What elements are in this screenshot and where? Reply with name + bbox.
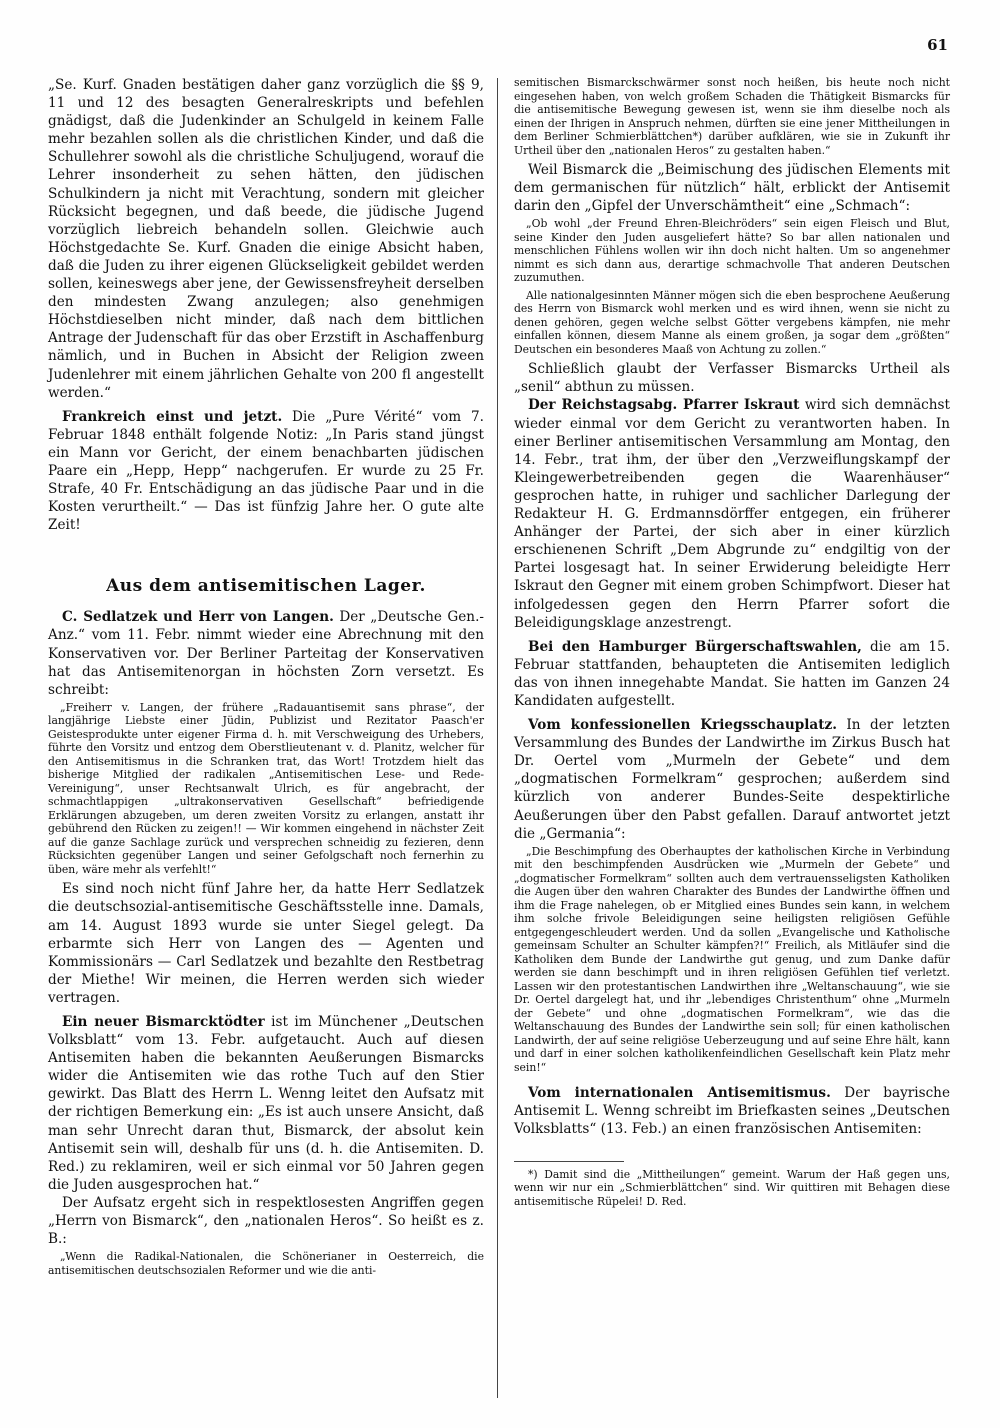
paragraph-iskraut: Der Reichstagsabg. Pfarrer Iskraut wird sich demnächst wieder einmal vor dem Gericht zu verantworten haben. In einer Berliner antisemitischen Versammlung am Montag, den 14. Febr., trat ihm, der über den „Verzweiflungskampf der Kleingewerbetreibenden gegen die Waarenhäuser“ gesprochen hatte, in ruhiger und sachlicher Darlegung der Redakteur H. G. Erdmannsdörffer entgegen, ein früherer Anhänger der Partei, der sich aber in einer kürzlich erschienenen Schrift „Dem Abgrunde zu“ endgiltig von der Partei losgesagt hat. In seiner Erwiderung beleidigte Herr Iskraut den Gegner mit einem groben Schimpfwort. Dieser hat infolgedessen gegen den Herrn Pfarrer sofort die Beleidigungsklage anzestrengt.: [514, 397, 950, 631]
quote-radikal-nationalen-continued: semitischen Bismarckschwärmer sonst noch heißen, bis heute noch nicht eingesehen haben, von welch großem Schaden die Thätigkeit Bismarcks für die antisemitische Bewegung gewesen ist, wenn sie ihm dieselbe noch als einen der Ihrigen in Anspruch nehmen, dürften sie eine jener Mittheilungen in dem Berliner Schmierblättchen*) darüber aufklären, wie sie in Zukunft ihr Urtheil über den „nationalen Heros“ zu gestalten haben.“: [514, 76, 950, 157]
heading-international: Vom internationalen Antisemitismus.: [528, 1085, 831, 1102]
section-title: Aus dem antisemitischen Lager.: [106, 576, 426, 597]
quote-nationalgesinnte: Alle nationalgesinnten Männer mögen sich die eben besprochene Aeußerung des Herrn von Bismarck wohl merken und es wird ihnen, wenn sie nicht zu denen gehören, gegen welche selbst Götter vergebens kämpfen, nie mehr einfallen können, diesem Manne als einem großen, ja sogar dem „größten“ Deutschen ein besonderes Maaß von Achtung zu zollen.“: [514, 288, 950, 356]
heading-iskraut: Der Reichstagsabg. Pfarrer Iskraut: [528, 397, 800, 414]
heading-hamburg: Bei den Hamburger Bürgerschaftswahlen,: [528, 638, 862, 655]
paragraph-bismarcktoedter: Ein neuer Bismarcktödter ist im Münchener „Deutschen Volksblatt“ vom 13. Febr. aufgetaucht. Auch auf diesen Antisemiten haben die bekannten Aeußerungen Bismarcks wider die Antisemiten wie das rothe Tuch auf den Stier gewirkt. Das Blatt des Herrn L. Wenng leitet den Aufsatz mit der richtigen Bemerkung ein: „Es ist auch unsere Ansicht, daß man sehr Unrecht daran thut, Bismarck, der absolut kein Antisemit sein will, deshalb für uns (d. h. die Antisemiten. D. Red.) zu reklamiren, weil er sich einmal vor 50 Jahren gegen die Juden ausgesprochen hat.“: [48, 1013, 484, 1193]
heading-frankreich: Frankreich einst und jetzt.: [62, 408, 283, 425]
paragraph-kriegsschauplatz: Vom konfessionellen Kriegsschauplatz. In der letzten Versammlung des Bundes der Landwirthe im Zirkus Busch hat Dr. Oertel vom „Murmeln der Gebete“ und dem „dogmatischen Formelkram“ gesprochen; außerdem sind kürzlich von anderer Bundes-Seite despektirliche Aeußerungen über den Pabst gefallen. Darauf antwortet jetzt die „Germania“:: [514, 717, 950, 842]
paragraph-senil: Schließlich glaubt der Verfasser Bismarcks Urtheil als „senil“ abthun zu müssen.: [514, 361, 950, 396]
paragraph-beimischung: Weil Bismarck die „Beimischung des jüdischen Elements mit dem germanischen für nützlich“ hält, erblickt der Antisemit darin den „Gipfel der Unverschämtheit“ eine „Schmach“:: [514, 162, 950, 215]
footnote: *) Damit sind die „Mittheilungen“ gemeint. Warum der Haß gegen uns, wenn wir nur ein „Schmierblättchen“ sind. Wir quittiren mit Behagen diese antisemitische Rüpelei! D. Red.: [514, 1167, 950, 1208]
quote-bleichroeder: „Ob wohl „der Freund Ehren-Bleichröders“ sein eigen Fleisch und Blut, seine Kinder den Juden ausgeliefert hätte? So bar allen nationalen und menschlichen Fühlens wollen wir ihn doch nicht halten. Um so angenehmer nimmt es sich dann aus, derartige schmachvolle That anderen Deutschen zuzumuthen.: [514, 217, 950, 285]
paragraph-frankreich: Frankreich einst und jetzt. Die „Pure Vérité“ vom 7. Februar 1848 enthält folgende Notiz: „In Paris stand jüngst ein Mann vor Gericht, der einem benachbarten jüdischen Paare ein „Hepp, Hepp“ nachgerufen. Er wurde zu 25 Fr. Strafe, 40 Fr. Entschädigung an das jüdische Paar und in die Kosten verurtheilt.“ — Das ist fünfzig Jahre her. O gute alte Zeit!: [48, 408, 484, 534]
heading-bismarcktoedter: Ein neuer Bismarcktödter: [62, 1013, 265, 1030]
paragraph-hamburg: Bei den Hamburger Bürgerschaftswahlen, die am 15. Februar stattfanden, behaupteten die Antisemiten lediglich das von ihnen innegehabte Mandat. Sie hatten im Ganzen 24 Kandidaten aufgestellt.: [514, 638, 950, 709]
heading-sedlatzek: C. Sedlatzek und Herr von Langen.: [62, 609, 334, 626]
paragraph-generalreskript: „Se. Kurf. Gnaden bestätigen daher ganz vorzüglich die §§ 9, 11 und 12 des besagten Generalreskripts und befehlen gnädigst, daß die Judenkinder an Schulgeld in keinem Falle mehr bezahlen sollen als die christlichen Kinder, und daß die Schullehrer sowohl als die christliche Schuljugend, worauf die Lehrer insonderheit zu sehen hätten, den jüdischen Schulkindern ja nicht mit Verachtung, sondern mit gleicher Rücksicht begegnen, und daß beede, die jüdische Jugend vorzüglich liebreich behandeln sollen. Gleichwie auch Höchstgedachte Se. Kurf. Gnaden die einige Absicht haben, daß die Juden zu ihrer eigenen Glückseligkeit gebildet werden sollen, keineswegs aber jene, der Gewissensfreyheit derselben den mindesten Zwang anzulegen; also genehmigen Höchstdieselben nicht minder, daß nach dem bittlichen Antrage der Judenschaft für das ober Erzstift in Aschaffenburg nämlich, und in Buchen in Absicht der Religion zween Judenlehrer mit einem jährlichen Gehalte von 200 fl angestellt werden.“: [48, 77, 484, 401]
quote-langen: „Freiherr v. Langen, der frühere „Radauantisemit sans phrase“, der langjährige Liebste einer Jüdin, Publizist und Rezitator Paasch'er Geistesprodukte unter eigener Firma d. h. mit Verschweigung des Urhebers, führte den Vorsitz und entzog dem Oberstlieutenant v. d. Planitz, welcher für den Antisemitismus in die Schranken trat, das Wort! Trotzdem hielt das bisherige Mitglied der radikalen „Antisemitischen Lese- und Rede-Vereinigung“, unser Rechtsanwalt Ulrich, es für angebracht, der schmachtlappigen „ultrakonservativen Gesellschaft“ befriedigende Erklärungen abzugeben, um deren zweiten Vorsitz zu erlangen, anstatt ihr gebührend den Rücken zu zeigen!! — Wir kommen eingehend in nächster Zeit auf die ganze Sachlage zurück und versprechen schneidig zu fezieren, denn Rücksichten gegenüber Langen und seiner Gefolgschaft noch fernerhin zu üben, wäre mehr als verfehlt!“: [48, 700, 484, 876]
paragraph-international: Vom internationalen Antisemitismus. Der bayrische Antisemit L. Wenng schreibt im Briefkasten seines „Deutschen Volksblatts“ (13. Feb.) an einen französischen Antisemiten:: [514, 1085, 950, 1138]
paragraph-aufsatz: Der Aufsatz ergeht sich in respektlosesten Angriffen gegen „Herrn von Bismarck“, den „nationalen Heros“. So heißt es z. B.:: [48, 1194, 484, 1248]
page-number: 61: [927, 36, 948, 54]
quote-radikal-nationalen: „Wenn die Radikal-Nationalen, die Schönerianer in Oesterreich, die antisemitischen deutschsozialen Reformer und wie die anti-: [48, 1250, 484, 1277]
paragraph-sedlatzek: C. Sedlatzek und Herr von Langen. Der „Deutsche Gen.-Anz.“ vom 11. Febr. nimmt wieder eine Abrechnung mit den Konservativen vor. Der Berliner Parteitag der Konservativen hat das Antisemitenorgan in höchsten Zorn versetzt. Es schreibt:: [48, 609, 484, 698]
left-column: [48, 76, 484, 1281]
heading-kriegsschauplatz: Vom konfessionellen Kriegsschauplatz.: [528, 717, 837, 734]
column-divider: [497, 78, 498, 1398]
quote-germania: „Die Beschimpfung des Oberhauptes der katholischen Kirche in Verbindung mit den beschimpfenden Ausdrücken wie „Murmeln der Gebete“ und „dogmatischer Formelkram“ sollten auch dem vertrauensseligsten Katholiken die Augen über den wahren Charakter des Bundes der Landwirthe öffnen und ihm die Frage nahelegen, ob er Mitglied eines Bundes sein kann, in welchem ihm solche frivole Beleidigungen seine heiligsten religiösen Gefühle entgegengeschleudert werden. Und da sollen „Evangelische und Katholische gemeinsam Schulter an Schulter kämpfen?!“ Freilich, als Mitläufer sind die Katholiken dem Bunde der Landwirthe gut genug, und zum Danke dafür werden sie dann beschimpft und in ihren religiösen Gefühlen tief verletzt. Lassen wir den protestantischen Landwirthen ihre „Weltanschauung“, wie sie Dr. Oertel dargelegt hat, und ihr „lebendiges Christenthum“ ohne „Murmeln der Gebete“ und ohne „dogmatischen Formelkram“, wie das die Weltanschauung des Bundes der Landwirthe sein soll; für einen katholischen Landwirth, der auf seine religiöse Ueberzeugung und auf seine Ehre hält, kann und darf in einer solchen katholikenfeindlichen Gesellschaft kein Platz mehr sein!“: [514, 844, 950, 1074]
footnote-rule: [514, 1161, 624, 1162]
paragraph-geschaeftsstelle: Es sind noch nicht fünf Jahre her, da hatte Herr Sedlatzek die deutschsozial-antisemitische Geschäftsstelle inne. Damals, am 14. August 1893 wurde sie unter Siegel gelegt. Da erbarmte sich Herr von Langen des — Agenten und Kommissionärs — Carl Sedlatzek und bezahlte den Restbetrag der Miethe! Wir meinen, die Herren werden sich wieder vertragen.: [48, 881, 484, 1006]
right-column: [514, 76, 950, 1208]
